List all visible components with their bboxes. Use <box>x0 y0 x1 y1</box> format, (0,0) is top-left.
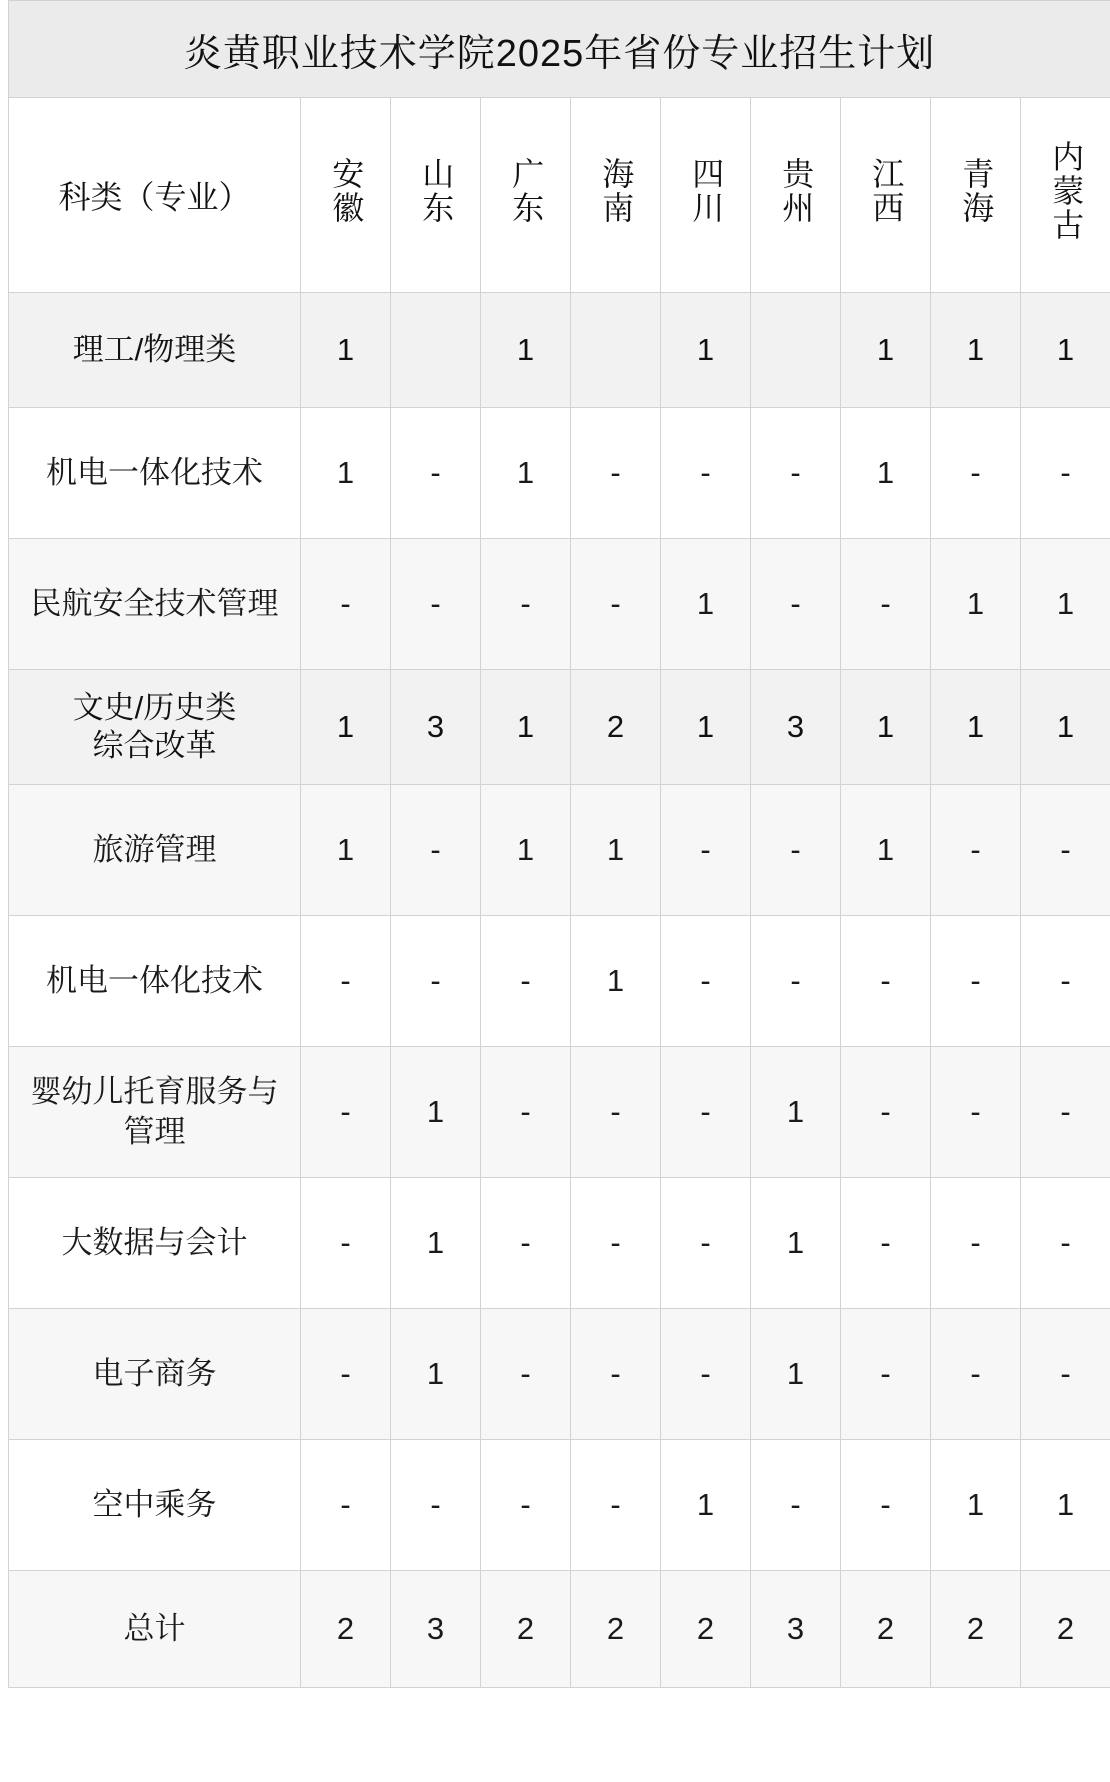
table-row <box>9 408 1110 539</box>
cell-value: 1 <box>481 408 571 539</box>
row-label-line2: 综合改革 <box>92 728 217 763</box>
province-label-4: 四川 <box>688 157 725 225</box>
cell-value: - <box>661 408 751 539</box>
cell-value: - <box>391 1440 481 1571</box>
cell-value: - <box>391 408 481 539</box>
cell-value: 3 <box>751 670 841 785</box>
cell-value: - <box>661 1178 751 1309</box>
row-label: 空中乘务 <box>9 1440 301 1571</box>
row-label: 理工/物理类 <box>9 293 301 408</box>
cell-value: - <box>1021 785 1110 916</box>
cell-value: 2 <box>931 1571 1021 1688</box>
cell-value: - <box>301 1440 391 1571</box>
cell-value: - <box>841 1309 931 1440</box>
cell-value: - <box>931 1178 1021 1309</box>
cell-value: - <box>841 1047 931 1178</box>
admission-plan-table <box>8 0 1110 1688</box>
cell-value: 2 <box>571 1571 661 1688</box>
row-label: 婴幼儿托育服务与管理 <box>9 1047 301 1178</box>
table-row <box>9 1309 1110 1440</box>
cell-value: - <box>661 916 751 1047</box>
table-row <box>9 670 1110 785</box>
cell-value: 1 <box>931 1440 1021 1571</box>
cell-value: 3 <box>391 670 481 785</box>
cell-value: - <box>841 1178 931 1309</box>
cell-value: 1 <box>661 1440 751 1571</box>
cell-value: 2 <box>481 1571 571 1688</box>
cell-value: - <box>931 1047 1021 1178</box>
cell-value: - <box>661 785 751 916</box>
cell-value: 2 <box>661 1571 751 1688</box>
cell-value: - <box>571 1178 661 1309</box>
cell-value: - <box>301 539 391 670</box>
cell-value: 1 <box>751 1047 841 1178</box>
cell-value: - <box>301 1047 391 1178</box>
cell-value: 1 <box>571 916 661 1047</box>
cell-value: - <box>391 916 481 1047</box>
cell-value: - <box>931 785 1021 916</box>
cell-value: - <box>481 1047 571 1178</box>
cell-value: - <box>841 916 931 1047</box>
province-label-5: 贵州 <box>778 157 815 225</box>
cell-value: 1 <box>571 785 661 916</box>
cell-value: 1 <box>481 293 571 408</box>
cell-value: 1 <box>841 293 931 408</box>
cell-value: 2 <box>301 1571 391 1688</box>
table-row <box>9 1440 1110 1571</box>
cell-value: 2 <box>841 1571 931 1688</box>
cell-value: 1 <box>931 670 1021 785</box>
cell-value: 1 <box>481 785 571 916</box>
cell-value: 1 <box>391 1309 481 1440</box>
row-label <box>9 670 301 785</box>
cell-value: 1 <box>1021 670 1110 785</box>
cell-value: 1 <box>391 1047 481 1178</box>
cell-value: - <box>661 1047 751 1178</box>
row-label: 大数据与会计 <box>9 1178 301 1309</box>
cell-value: 1 <box>751 1178 841 1309</box>
cell-value: 3 <box>751 1571 841 1688</box>
cell-value: - <box>571 539 661 670</box>
column-header-province-5 <box>751 98 841 293</box>
cell-value: 1 <box>931 539 1021 670</box>
cell-value: 1 <box>841 670 931 785</box>
cell-value: 1 <box>301 785 391 916</box>
province-label-8: 内蒙古 <box>1048 140 1085 242</box>
cell-value: - <box>751 539 841 670</box>
cell-value: 2 <box>571 670 661 785</box>
row-label: 旅游管理 <box>9 785 301 916</box>
cell-value: - <box>481 916 571 1047</box>
cell-value: - <box>391 785 481 916</box>
cell-value: - <box>1021 408 1110 539</box>
cell-value: - <box>481 1440 571 1571</box>
row-label: 机电一体化技术 <box>9 408 301 539</box>
cell-value: - <box>481 539 571 670</box>
title-row <box>9 1 1110 98</box>
province-label-1: 山东 <box>418 157 455 225</box>
cell-value: - <box>841 1440 931 1571</box>
cell-value: 1 <box>661 539 751 670</box>
province-label-2: 广东 <box>508 157 545 225</box>
cell-value: - <box>661 1309 751 1440</box>
cell-value: - <box>751 916 841 1047</box>
province-label-3: 海南 <box>598 157 635 225</box>
column-header-province-4 <box>661 98 751 293</box>
column-header-province-3 <box>571 98 661 293</box>
cell-value: 1 <box>931 293 1021 408</box>
row-label: 机电一体化技术 <box>9 916 301 1047</box>
table-row <box>9 1178 1110 1309</box>
cell-value: 1 <box>1021 539 1110 670</box>
cell-value: 1 <box>751 1309 841 1440</box>
table-row <box>9 785 1110 916</box>
cell-value: - <box>301 916 391 1047</box>
cell-value: 3 <box>391 1571 481 1688</box>
table-row <box>9 1047 1110 1178</box>
row-label: 总计 <box>9 1571 301 1688</box>
column-header-province-0 <box>301 98 391 293</box>
cell-value: - <box>931 1309 1021 1440</box>
cell-value: - <box>841 539 931 670</box>
cell-value: - <box>1021 1178 1110 1309</box>
cell-value: 2 <box>1021 1571 1110 1688</box>
table-row <box>9 539 1110 670</box>
province-label-6: 江西 <box>868 157 905 225</box>
page-title: 炎黄职业技术学院2025年省份专业招生计划 <box>9 1 1110 98</box>
cell-value: - <box>751 408 841 539</box>
cell-value: - <box>1021 1309 1110 1440</box>
cell-value: - <box>391 539 481 670</box>
cell-value: - <box>301 1309 391 1440</box>
row-label: 电子商务 <box>9 1309 301 1440</box>
cell-value <box>751 293 841 408</box>
cell-value: - <box>751 785 841 916</box>
cell-value: 1 <box>1021 293 1110 408</box>
cell-value: - <box>1021 1047 1110 1178</box>
row-label-line1: 文史/历史类 <box>72 690 237 726</box>
cell-value: - <box>481 1178 571 1309</box>
cell-value: - <box>751 1440 841 1571</box>
cell-value: - <box>571 1440 661 1571</box>
cell-value: 1 <box>841 408 931 539</box>
province-label-0: 安徽 <box>328 157 365 225</box>
column-header-province-2 <box>481 98 571 293</box>
column-header-province-6 <box>841 98 931 293</box>
cell-value: 1 <box>301 293 391 408</box>
cell-value: - <box>1021 916 1110 1047</box>
cell-value: - <box>301 1178 391 1309</box>
table-header-row <box>9 98 1110 293</box>
cell-value: 1 <box>1021 1440 1110 1571</box>
cell-value: - <box>571 408 661 539</box>
cell-value: 1 <box>301 670 391 785</box>
table-row <box>9 293 1110 408</box>
cell-value: - <box>931 916 1021 1047</box>
cell-value: - <box>931 408 1021 539</box>
cell-value: 1 <box>301 408 391 539</box>
cell-value: 1 <box>661 293 751 408</box>
cell-value: 1 <box>481 670 571 785</box>
row-label: 民航安全技术管理 <box>9 539 301 670</box>
table-total-row <box>9 1571 1110 1688</box>
table-row <box>9 916 1110 1047</box>
cell-value: - <box>571 1047 661 1178</box>
column-header-province-1 <box>391 98 481 293</box>
cell-value: 1 <box>661 670 751 785</box>
column-header-province-8 <box>1021 98 1110 293</box>
column-header-category: 科类（专业） <box>9 98 301 293</box>
cell-value: 1 <box>391 1178 481 1309</box>
cell-value: 1 <box>841 785 931 916</box>
cell-value: - <box>481 1309 571 1440</box>
cell-value <box>571 293 661 408</box>
column-header-province-7 <box>931 98 1021 293</box>
cell-value: - <box>571 1309 661 1440</box>
province-label-7: 青海 <box>958 157 995 225</box>
cell-value <box>391 293 481 408</box>
